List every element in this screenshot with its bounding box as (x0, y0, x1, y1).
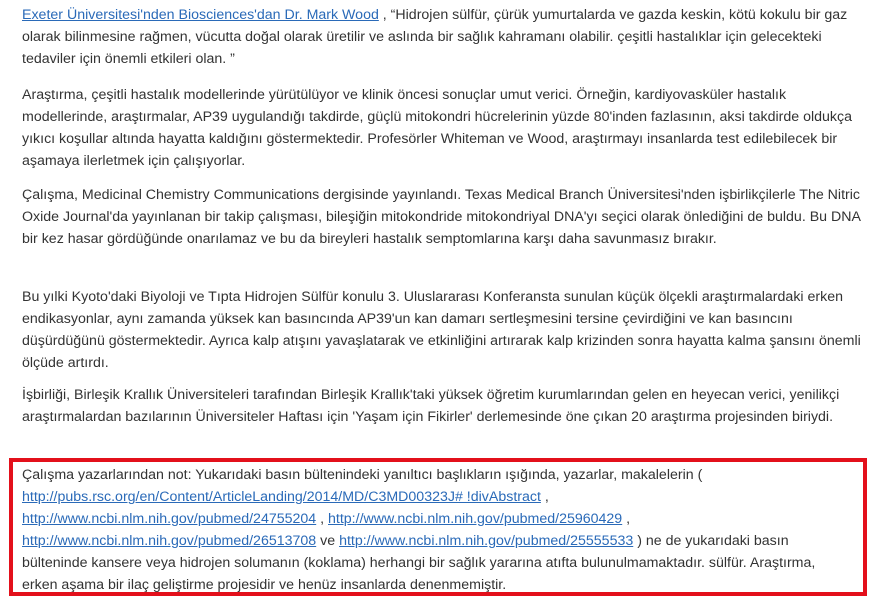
note-intro: Çalışma yazarlarından not: Yukarıdaki basın bültenindeki yanıltıcı başlıkların ışığında, yazarlar, makalelerin ( (22, 467, 703, 483)
reference-link-pubmed-25555533[interactable]: http://www.ncbi.nlm.nih.gov/pubmed/25555533 (339, 533, 634, 549)
reference-link-rsc[interactable]: http://pubs.rsc.org/en/Content/ArticleLanding/2014/MD/C3MD00323J# !divAbstract (22, 489, 541, 505)
separator: , (316, 511, 329, 527)
reference-link-pubmed-24755204[interactable]: http://www.ncbi.nlm.nih.gov/pubmed/24755204 (22, 511, 317, 527)
paragraph-study: Çalışma, Medicinal Chemistry Communications dergisinde yayınlandı. Texas Medical Branch Üniversitesi'nden işbirlikçilerle The Nitric Oxide Journal'da yayınlanan bir takip çalışması, bileşiğin mitokondride mitokondriyal DNA'yı seçici olarak önlediğini de buldu. Bu DNA bir kez hasar gördüğünde onarılamaz ve bu da bireyleri hastalık semptomlarına karşı daha savunmasız bırakır. (22, 187, 861, 247)
author-link[interactable]: Exeter Üniversitesi'nden Biosciences'dan Dr. Mark Wood (22, 7, 379, 23)
quote-text: , “Hidrojen sülfür, çürük yumurtalarda ve gazda keskin, kötü kokulu bir gaz olarak bilinmesine rağmen, vücutta doğal olarak üretilir ve aslında bir sağlık kahramanı olabilir. çeşitli hastalıklar için gelecekteki tedaviler için önemli etkileri olan. ” (22, 7, 848, 67)
paragraph-research: Araştırma, çeşitli hastalık modellerinde yürütülüyor ve klinik öncesi sonuçlar umut verici. Örneğin, kardiyovasküler hastalık modellerinde, araştırmalar, AP39 uygulandığı takdirde, güçlü mitokondri hücrelerinin yüzde 80'inden fazlasının, aksi takdirde oldukça yıkıcı koşullar altında hayatta kaldığını göstermektedir. Profesörler Whiteman ve Wood, araştırmayı insanlarda test edilebilecek bir aşamaya ilerletmek için çalışıyorlar. (22, 87, 852, 169)
paragraph-kyoto: Bu yılki Kyoto'daki Biyoloji ve Tıpta Hidrojen Sülfür konulu 3. Uluslararası Konferansta sunulan küçük ölçekli araştırmalardaki erken endikasyonlar, aynı zamanda yüksek kan basıncında AP39'un kan damarı sertleşmesini tersine çevirdiğini ve kan basıncını düşürdüğünü göstermektedir. Ayrıca kalp atışını yavaşlatarak ve etkinliğini artırarak kalp krizinden sonra hayatta kalma şansını önemli ölçüde artırdı. (22, 289, 861, 371)
paragraph-quote (22, 4, 862, 70)
reference-link-pubmed-26513708[interactable]: http://www.ncbi.nlm.nih.gov/pubmed/26513708 (22, 533, 317, 549)
separator: , (622, 511, 631, 527)
paragraph-collaboration: İşbirliği, Birleşik Krallık Üniversiteleri tarafından Birleşik Krallık'taki yüksek öğretim kurumlarından gelen en heyecan verici, yenilikçi araştırmalardan bazılarının Üniversiteler Haftası için 'Yaşam için Fikirler' derlemesinde öne çıkan 20 araştırma projesinden biriydi. (22, 387, 840, 425)
author-note (22, 464, 852, 596)
note-outro: ) ne de yukarıdaki basın bülteninde kansere veya hidrojen solumanın (koklama) herhangi bir sağlık yararına atıfta bulunulmamaktadır. sülfür. Araştırma, erken aşama bir ilaç geliştirme projesidir ve henüz insanlarda denenmemiştir. (22, 533, 816, 593)
separator: , (540, 489, 549, 505)
reference-link-pubmed-25960429[interactable]: http://www.ncbi.nlm.nih.gov/pubmed/25960429 (328, 511, 623, 527)
separator: ve (316, 533, 340, 549)
